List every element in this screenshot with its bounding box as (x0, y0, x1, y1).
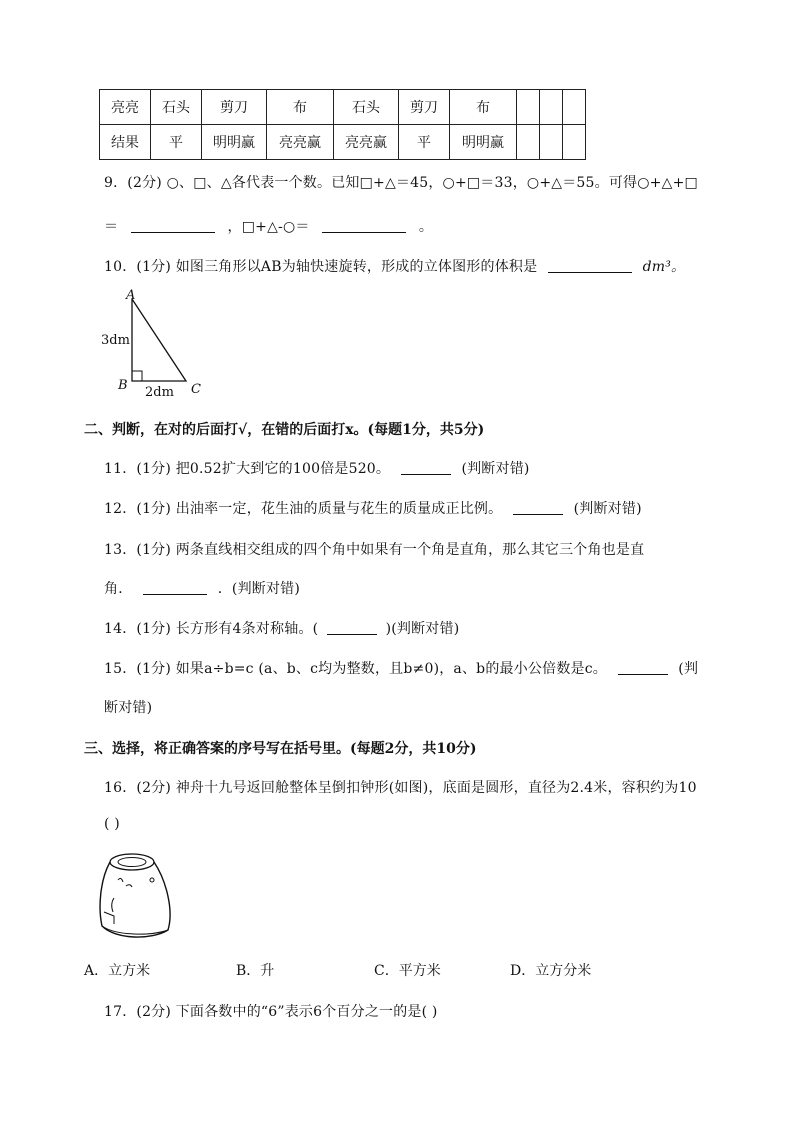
table-cell: 亮亮赢 (334, 125, 399, 160)
table-cell: 布 (450, 90, 517, 125)
side-ab-label: 3dm (101, 333, 130, 348)
option-b[interactable]: B．升 (236, 963, 275, 979)
q15-text: 15．(1分) 如果a÷b=c (a、b、c均为整数，且b≠0)，a、b的最小公倍数是c。 (104, 661, 607, 677)
question-9-line1: 9．(2分) ○、□、△各代表一个数。已知□+△＝45，○+□＝33，○+△＝55。可得○+△+□ (104, 175, 698, 191)
q9-end: 。 (418, 219, 434, 235)
question-9-line2 (104, 216, 433, 236)
table-row (100, 90, 586, 125)
question-17: 17．(2分) 下面各数中的“6”表示6个百分之一的是( ) (104, 1004, 438, 1020)
q9-mid: ，□+△-○＝ (227, 219, 310, 235)
answer-blank[interactable] (513, 500, 563, 515)
table-cell: 结果 (100, 125, 151, 160)
table-cell (517, 125, 540, 160)
question-10 (104, 256, 685, 276)
table-cell (540, 125, 563, 160)
answer-blank[interactable] (131, 218, 215, 233)
question-15-line1 (104, 658, 698, 678)
question-13-line1: 13．(1分) 两条直线相交组成的四个角中如果有一个角是直角，那么其它三个角也是直 (104, 542, 645, 558)
capsule-illustration (96, 850, 182, 942)
q10-text: 10．(1分) 如图三角形以AB为轴快速旋转，形成的立体图形的体积是 (104, 259, 538, 275)
table-cell: 剪刀 (399, 90, 450, 125)
option-c[interactable]: C．平方米 (374, 963, 441, 979)
right-angle-mark (132, 371, 142, 381)
q9-eq: ＝ (104, 219, 119, 235)
answer-parenthesis[interactable]: ( ) (104, 816, 120, 832)
side-bc-label: 2dm (145, 385, 174, 400)
table-cell: 布 (267, 90, 334, 125)
table-cell (540, 90, 563, 125)
q11-tail: (判断对错) (461, 461, 530, 477)
table-cell: 亮亮 (100, 90, 151, 125)
q15-tail: (判 (678, 661, 699, 677)
question-15-line2: 断对错) (104, 700, 153, 716)
answer-blank[interactable] (322, 218, 406, 233)
answer-blank[interactable] (548, 258, 632, 273)
question-13-line2 (104, 578, 300, 598)
q11-text: 11．(1分) 把0.52扩大到它的100倍是520。 (104, 461, 391, 477)
table-cell: 明明赢 (450, 125, 517, 160)
table-cell: 平 (151, 125, 202, 160)
question-12 (104, 498, 642, 518)
question-16-line1: 16．(2分) 神舟十九号返回舱整体呈倒扣钟形(如图)，底面是圆形，直径为2.4米，容积约为10 (104, 780, 697, 796)
q13-line2b: ．(判断对错) (217, 581, 301, 597)
table-cell: 石头 (334, 90, 399, 125)
vertex-a-label: A (126, 288, 136, 303)
table-cell: 亮亮赢 (267, 125, 334, 160)
answer-blank[interactable] (327, 620, 377, 635)
q12-tail: (判断对错) (573, 501, 642, 517)
q10-unit: dm³。 (642, 259, 686, 275)
result-table (99, 89, 586, 160)
answer-blank[interactable] (143, 580, 207, 595)
table-cell: 石头 (151, 90, 202, 125)
table-cell: 明明赢 (202, 125, 267, 160)
table-row (100, 125, 586, 160)
triangle-shape (132, 299, 186, 381)
q12-text: 12．(1分) 出油率一定，花生油的质量与花生的质量成正比例。 (104, 501, 503, 517)
vertex-c-label: C (191, 382, 201, 397)
answer-blank[interactable] (618, 660, 668, 675)
question-14 (104, 618, 459, 638)
table-cell: 平 (399, 125, 450, 160)
section-2-heading: 二、判断，在对的后面打√，在错的后面打x。(每题1分，共5分) (84, 422, 485, 438)
table-cell (563, 125, 586, 160)
table-cell (563, 90, 586, 125)
q14-text: 14．(1分) 长方形有4条对称轴。( (104, 621, 319, 637)
q13-line2a: 角． (104, 581, 133, 597)
option-a[interactable]: A．立方米 (84, 963, 151, 979)
table-cell (517, 90, 540, 125)
option-d[interactable]: D．立方分米 (510, 963, 592, 979)
table-cell: 剪刀 (202, 90, 267, 125)
vertex-b-label: B (118, 378, 128, 393)
answer-blank[interactable] (401, 460, 451, 475)
question-11 (104, 458, 530, 478)
section-3-heading: 三、选择，将正确答案的序号写在括号里。(每题2分，共10分) (84, 741, 477, 757)
q14-tail: )(判断对错) (385, 621, 460, 637)
